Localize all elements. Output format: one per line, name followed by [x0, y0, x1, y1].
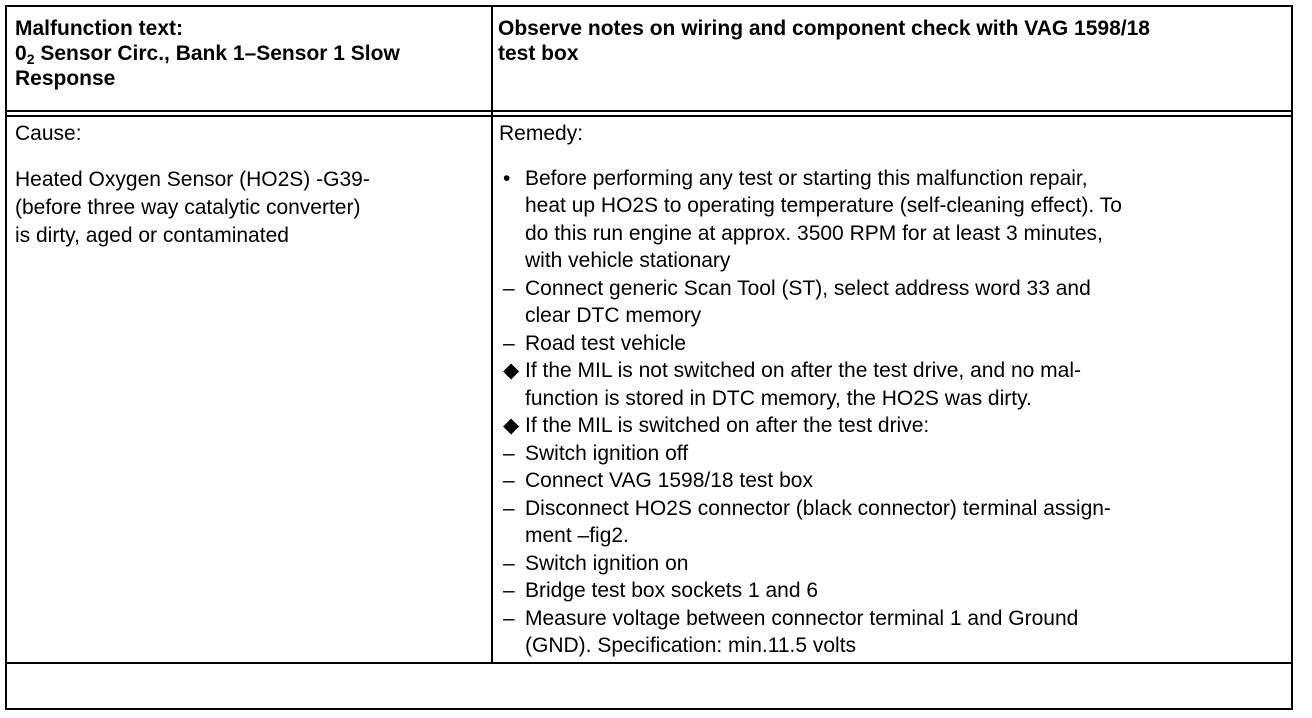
- dash-bullet-icon: –: [503, 276, 515, 300]
- remedy-item: [499, 275, 1289, 330]
- cause-line: is dirty, aged or contaminated: [15, 224, 289, 247]
- remedy-item: [499, 495, 1289, 550]
- remedy-line: Disconnect HO2S connector (black connector) terminal assign-: [525, 496, 1111, 520]
- cause-cell: [15, 120, 485, 250]
- notes-header-line: Observe notes on wiring and component check with VAG 1598/18: [498, 17, 1150, 40]
- remedy-item: [499, 165, 1289, 275]
- malfunction-title-line: $0_2$ Sensor Circ., Bank 1–Sensor 1 Slow: [15, 42, 400, 67]
- malfunction-title-line: Response: [15, 67, 116, 90]
- remedy-item: [499, 467, 1289, 495]
- remedy-line: (GND). Specification: min.11.5 volts: [525, 634, 857, 657]
- remedy-item: [499, 550, 1289, 578]
- malfunction-text-header: [15, 16, 485, 91]
- remedy-line: do this run engine at approx. 3500 RPM for at least 3 minutes,: [525, 221, 1103, 245]
- remedy-line: Bridge test box sockets 1 and 6: [525, 579, 819, 602]
- remedy-line: If the MIL is not switched on after the test drive, and no mal-: [525, 359, 1081, 382]
- remedy-item: [499, 605, 1289, 660]
- cause-text: [15, 166, 485, 250]
- remedy-item: [499, 330, 1289, 358]
- remedy-label: Remedy:: [499, 122, 584, 145]
- notes-header: [498, 16, 1288, 66]
- header-divider: [7, 110, 1291, 117]
- dash-bullet-icon: –: [503, 441, 515, 465]
- remedy-line: with vehicle stationary: [525, 249, 731, 272]
- remedy-item: [499, 577, 1289, 605]
- cause-label: Cause:: [15, 122, 82, 145]
- remedy-line: Connect generic Scan Tool (ST), select address word 33 and: [525, 276, 1091, 300]
- remedy-line: Measure voltage between connector terminal 1 and Ground: [525, 606, 1079, 630]
- remedy-line: heat up HO2S to operating temperature (self-cleaning effect). To: [525, 194, 1122, 217]
- remedy-item: [499, 440, 1289, 468]
- remedy-list: [499, 165, 1289, 660]
- remedy-cell: [499, 120, 1289, 660]
- column-divider: [491, 7, 493, 664]
- cause-line: (before three way catalytic converter): [15, 196, 361, 219]
- notes-header-line: test box: [498, 42, 579, 65]
- remedy-line: Road test vehicle: [525, 331, 687, 355]
- diamond-bullet-icon: ◆: [503, 359, 520, 382]
- remedy-item: [499, 357, 1289, 412]
- dash-bullet-icon: –: [503, 469, 515, 492]
- dash-bullet-icon: –: [503, 606, 515, 630]
- malfunction-table: [5, 5, 1293, 710]
- remedy-line: clear DTC memory: [525, 304, 702, 327]
- remedy-line: Connect VAG 1598/18 test box: [525, 469, 813, 492]
- dash-bullet-icon: –: [503, 579, 515, 602]
- remedy-line: ment –fig2.: [525, 524, 629, 547]
- remedy-line: If the MIL is switched on after the test drive:: [525, 414, 930, 437]
- remedy-line: function is stored in DTC memory, the HO2S was dirty.: [525, 386, 1032, 410]
- remedy-item: [499, 412, 1289, 440]
- footer-divider: [7, 662, 1291, 664]
- dash-bullet-icon: –: [503, 551, 515, 575]
- dash-bullet-icon: –: [503, 496, 515, 520]
- remedy-line: Before performing any test or starting this malfunction repair,: [525, 166, 1088, 190]
- bullet-icon: •: [503, 166, 511, 190]
- remedy-line: Switch ignition on: [525, 551, 689, 575]
- cause-line: Heated Oxygen Sensor (HO2S) -G39-: [15, 168, 370, 191]
- dash-bullet-icon: –: [503, 331, 515, 355]
- diamond-bullet-icon: ◆: [503, 414, 520, 437]
- malfunction-label: Malfunction text:: [15, 17, 183, 40]
- remedy-line: Switch ignition off: [525, 441, 689, 465]
